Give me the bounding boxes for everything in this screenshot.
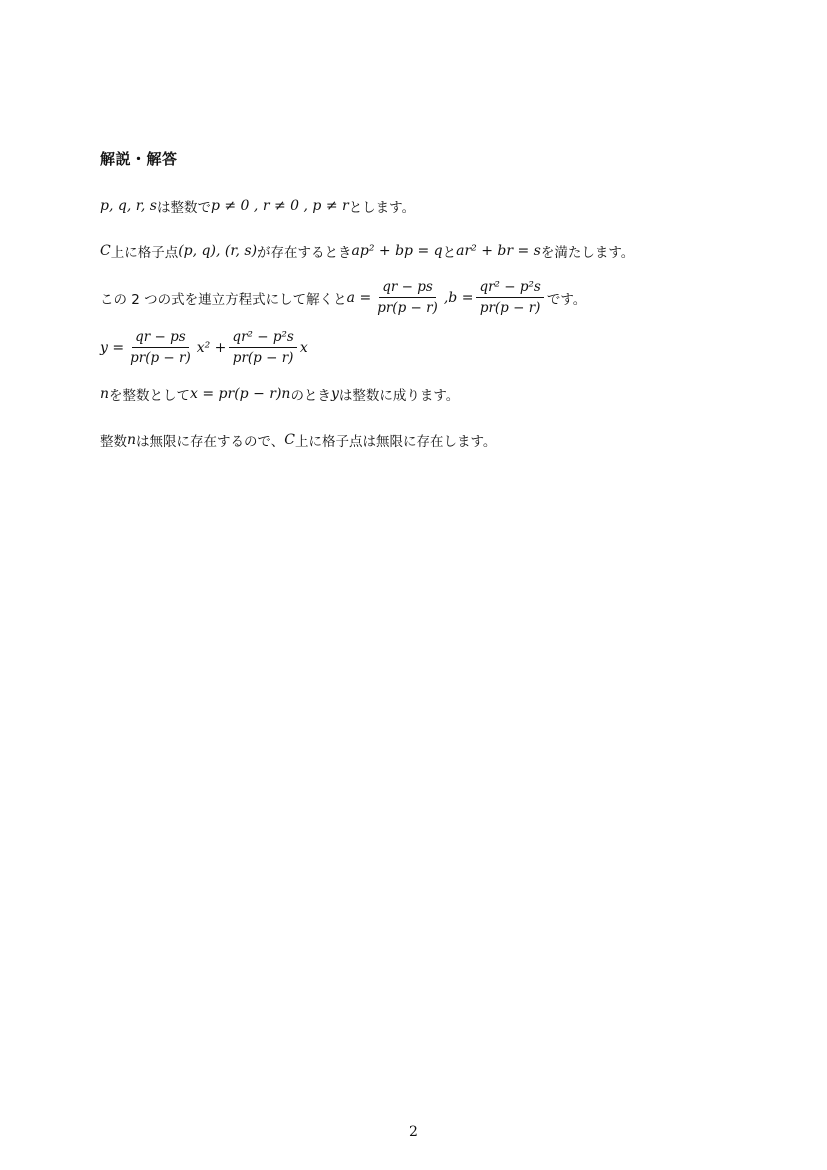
text-fragment: は整数で (156, 200, 211, 216)
text-fragment: と (442, 245, 457, 261)
paragraph-integer-conditions (100, 196, 415, 216)
x-squared-term: x² + (196, 339, 227, 356)
a-lhs: a = (346, 289, 372, 306)
fraction-numerator: qr² − p²s (229, 329, 296, 348)
text-fragment: を満たします。 (540, 245, 635, 261)
fraction-numerator: qr − ps (132, 329, 189, 348)
fraction-numerator: qr − ps (379, 279, 436, 298)
condition-formula: p ≠ 0 , r ≠ 0 , p ≠ r (210, 198, 349, 214)
b-lhs: b = (448, 289, 474, 306)
text-fragment: です。 (546, 291, 587, 308)
equation-2: ar² + br = s (456, 243, 541, 259)
paragraph-y-formula (100, 329, 308, 366)
x-term: x (299, 339, 308, 356)
text-fragment: が存在するとき (257, 245, 352, 261)
text-fragment: 上に格子点は無限に存在します。 (294, 434, 497, 450)
fraction-denominator: pr(p − r) (130, 350, 191, 366)
paragraph-lattice-points (100, 241, 634, 261)
curve-symbol: C (284, 432, 295, 448)
text-fragment: は無限に存在するので、 (136, 434, 285, 450)
points-formula: (p, q), (r, s) (178, 243, 258, 259)
text-fragment: は整数に成ります。 (338, 388, 460, 404)
fraction-coefficient-1 (127, 329, 194, 366)
fraction-denominator: pr(p − r) (232, 350, 294, 366)
y-lhs: y = (100, 339, 125, 356)
fraction-denominator: pr(p − r) (377, 300, 438, 316)
fraction-denominator: pr(p − r) (479, 300, 541, 316)
y-symbol: y (330, 386, 339, 402)
paragraph-integer-n (100, 384, 459, 404)
n-symbol: n (100, 386, 110, 402)
fraction-a (374, 279, 441, 316)
text-fragment: のとき (290, 388, 331, 404)
text-fragment: 上に格子点 (110, 245, 179, 261)
separator: , (443, 289, 449, 306)
text-fragment: この 2 つの式を連立方程式にして解くと (100, 291, 347, 308)
variables-text: p, q, r, s (100, 198, 157, 214)
n-symbol: n (127, 432, 137, 448)
equation-1: ap² + bp = q (351, 243, 443, 259)
fraction-b (476, 279, 543, 316)
text-fragment: を整数として (109, 388, 191, 404)
section-heading: 解説・解答 (100, 150, 178, 168)
text-fragment: とします。 (348, 200, 416, 216)
page-number: 2 (409, 1124, 418, 1140)
fraction-numerator: qr² − p²s (476, 279, 543, 298)
paragraph-conclusion (100, 430, 496, 450)
curve-symbol: C (100, 243, 111, 259)
x-equation: x = pr(p − r)n (190, 386, 291, 402)
fraction-coefficient-2 (229, 329, 296, 366)
paragraph-solve-system (100, 279, 586, 316)
text-fragment: 整数 (100, 434, 127, 450)
